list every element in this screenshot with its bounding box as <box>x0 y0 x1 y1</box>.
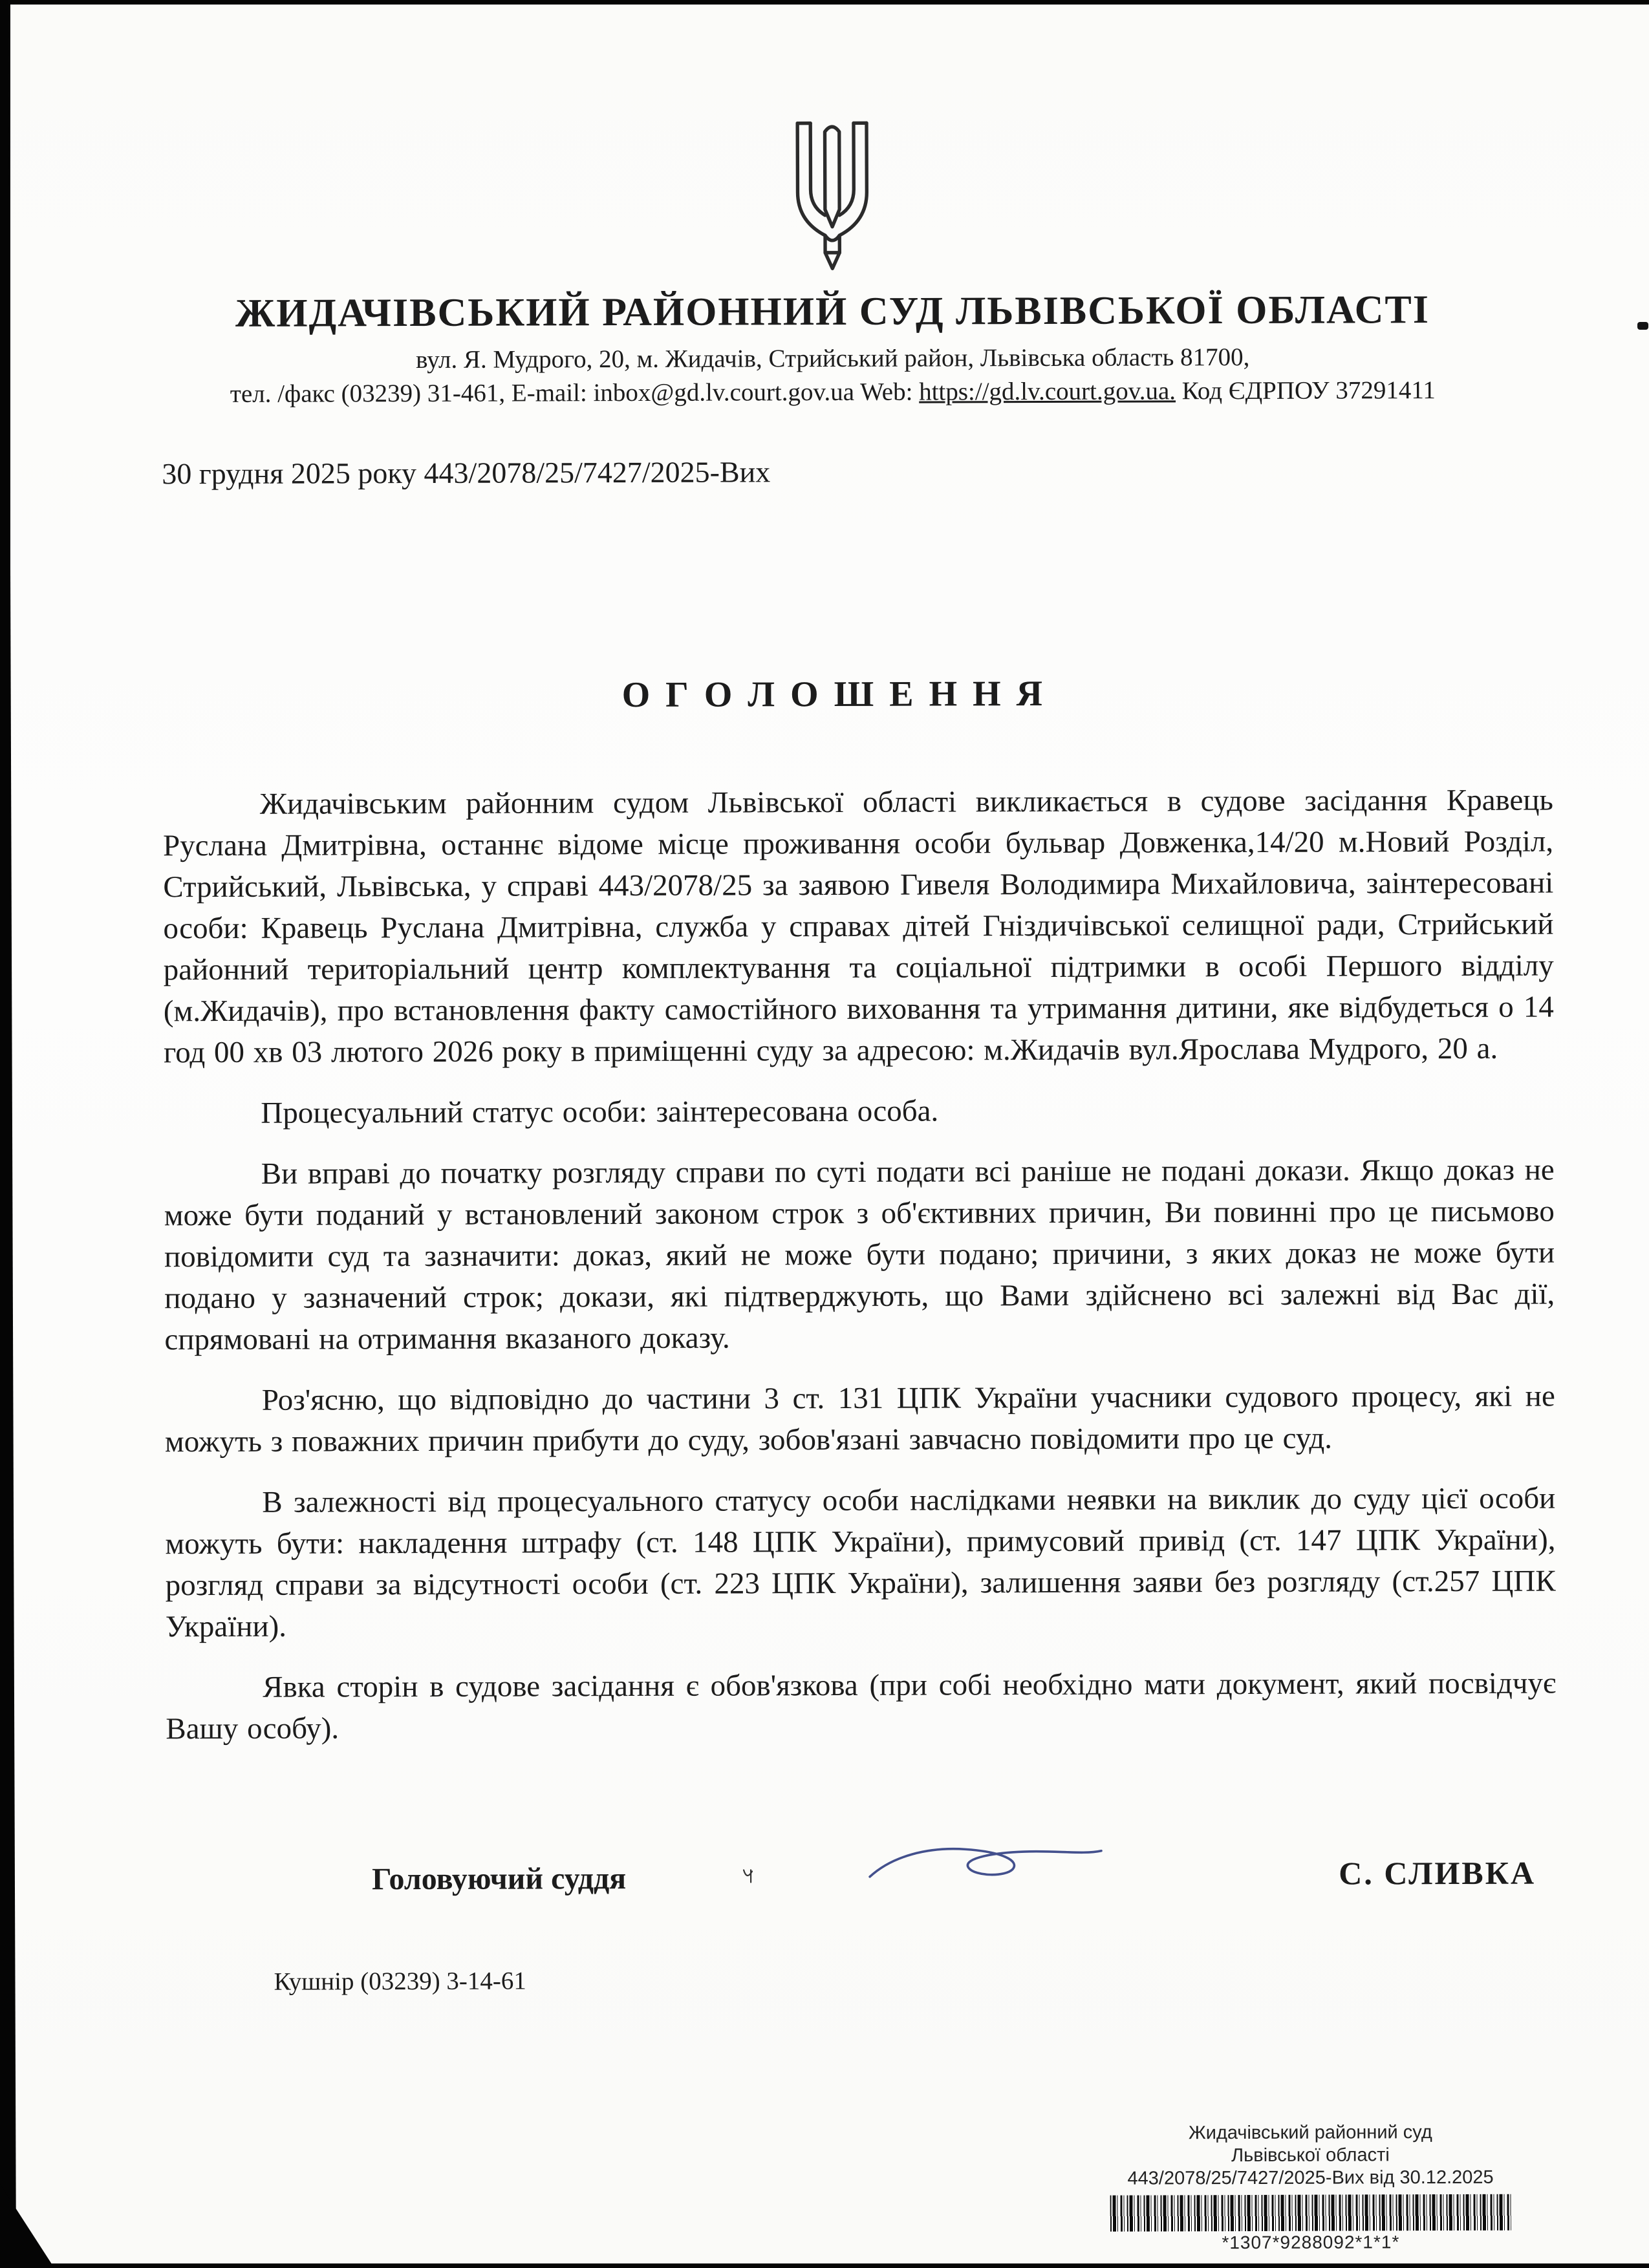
edrpou-code: Код ЄДРПОУ 37291411 <box>1175 376 1436 405</box>
paragraph-consequences: В залежності від процесуального статусу особи наслідками неявки на виклик до суду цієї особи можуть бути: накладення штрафу (ст. 148 ЦПК України), примусовий привід (ст. 147 ЦПК України), розгляд справи за відсутності особи (ст. 223 ЦПК України), залишення заяви без розгляду (ст.257 ЦПК України). <box>165 1481 1556 1644</box>
document-content <box>10 2 1649 2266</box>
document-page <box>10 5 1649 2263</box>
scan-artifact-dot <box>1637 322 1648 330</box>
stamp-region: Львівської області <box>1231 2145 1390 2166</box>
court-letterhead <box>10 2 1649 411</box>
barcode <box>1110 2194 1511 2232</box>
paragraph-notice: Роз'ясню, що відповідно до частини 3 ст. 131 ЦПК України учасники судового процесу, які не можуть з поважних причин прибути до суду, зобов'язані завчасно повідомити про це суд. <box>164 1379 1555 1459</box>
court-address: вул. Я. Мудрого, 20, м. Жидачів, Стрийський район, Львівська область 81700, <box>416 343 1250 374</box>
ukraine-trident-emblem-icon <box>11 117 1649 276</box>
judge-role-label: Головуючий суддя <box>372 1861 627 1897</box>
court-name: ЖИДАЧІВСЬКИЙ РАЙОННИЙ СУД ЛЬВІВСЬКОЇ ОБЛАСТІ <box>235 288 1430 336</box>
paragraph-summons: Жидачівським районним судом Львівської області викликається в судове засідання Кравець Руслана Дмитрівна, останнє відоме місце проживання особи бульвар Довженка,14/20 м.Новий Розділ, Стрийський, Львівська, у справі 443/2078/25 за заявою Гивеля Володимира Михайловича, заінтересовані особи: Кравець Руслана Дмитрівна, служба у справах дітей Гніздичівської селищної ради, Стрийський районний територіальний центр комплектування та соціальної підтримки в особі Першого відділу (м.Жидачів), про встановлення факту самостійного виховання та утримання дитини, яке відбудеться о 14 год 00 хв 03 лютого 2026 року в приміщенні суду за адресою: м.Жидачів вул.Ярослава Мудрого, 20 а. <box>163 783 1554 1070</box>
paragraph-status: Процесуальний статус особи: заінтересована особа. <box>261 1094 939 1130</box>
registration-stamp <box>1090 2121 1531 2254</box>
judge-signature <box>863 1835 1109 1900</box>
paragraph-attendance: Явка сторін в судове засідання є обов'язкова (при собі необхідно мати документ, який посвідчує Вашу особу). <box>166 1666 1557 1746</box>
barcode-number: *1307*9288092*1*1* <box>1222 2232 1400 2253</box>
signature-block <box>16 1842 1649 1928</box>
clerk-contact: Кушнір (03239) 3-14-61 <box>274 1967 526 1996</box>
judge-name: С. СЛИВКА <box>1339 1854 1536 1892</box>
document-title: О Г О Л О Ш Е Н Н Я <box>621 673 1046 716</box>
stamp-ref-number: 443/2078/25/7427/2025-Вих від 30.12.2025 <box>1127 2166 1494 2189</box>
announcement-body <box>13 779 1649 1750</box>
date-and-ref-number: 30 грудня 2025 року 443/2078/25/7427/2025-Вих <box>162 455 771 491</box>
stamp-court-name: Жидачівський районний суд <box>1188 2122 1432 2144</box>
pen-mark <box>742 1867 756 1888</box>
court-contacts <box>12 374 1649 411</box>
court-website-link: https://gd.lv.court.gov.ua. <box>919 377 1176 406</box>
contacts-text: тел. /факс (03239) 31-461, E-mail: inbox@gd.lv.court.gov.ua Web: <box>230 378 920 408</box>
paragraph-evidence: Ви вправі до початку розгляду справи по суті подати всі раніше не подані докази. Якщо доказ не може бути поданий у встановлений законом строк з об'єктивних причин, Ви повинні про це письмово повідомити суд та зазначити: доказ, який не може бути подано; причини, з яких доказ не може бути подано у зазначений строк; докази, які підтверджують, що Вами здійснено всі залежні від Вас дії, спрямовані на отримання вказаного доказу. <box>164 1153 1555 1357</box>
